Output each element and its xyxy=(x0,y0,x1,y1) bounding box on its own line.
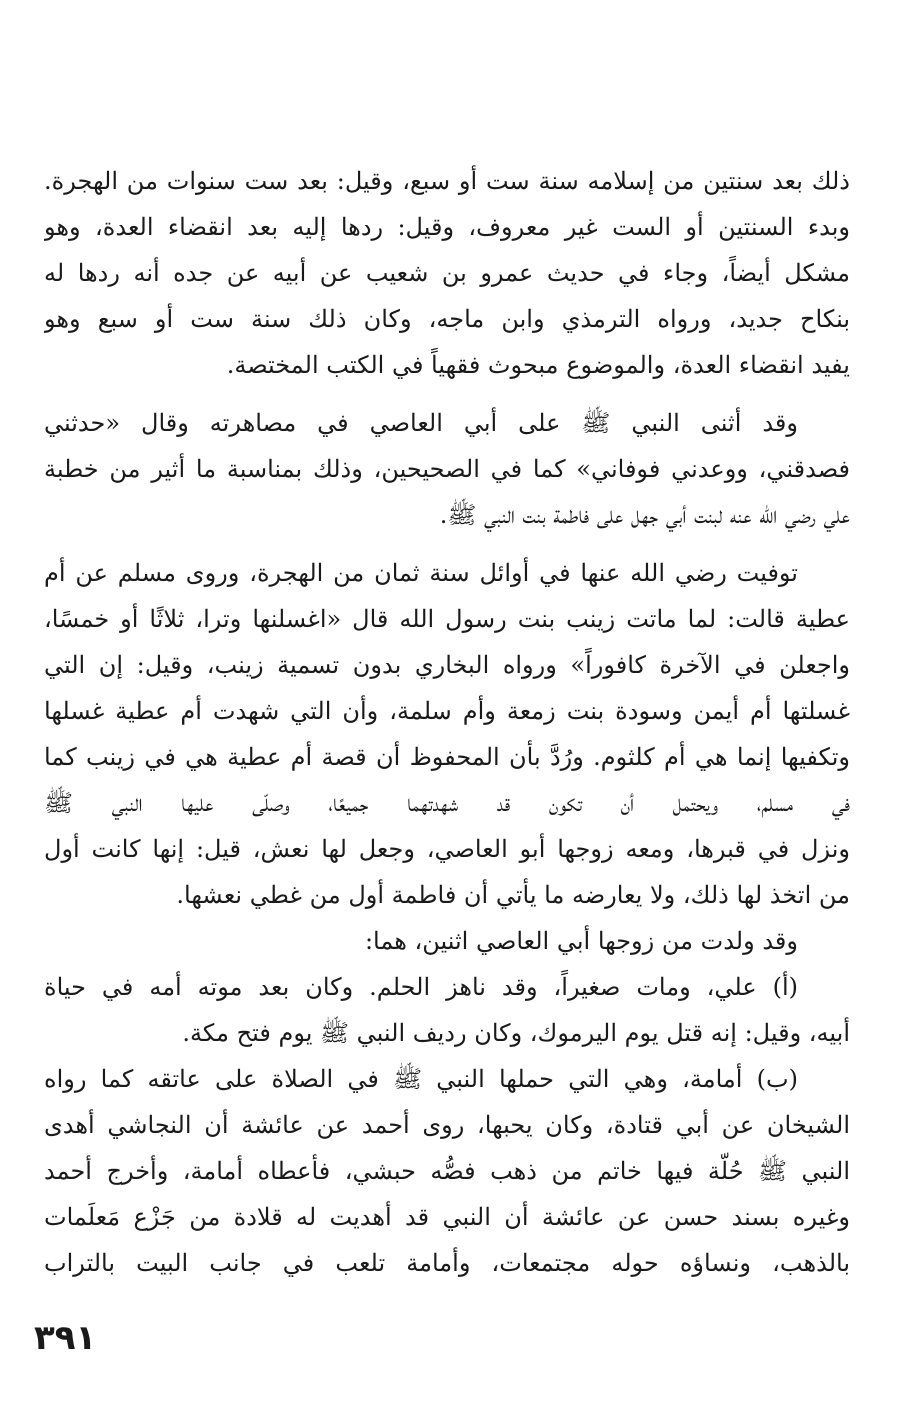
text-line: النبي ﷺ حُلّة فيها خاتم من ذهب فصُّه حبشي، فأعطاه أمامة، وأخرج أحمد xyxy=(44,1157,850,1185)
text-line: توفيت رضي الله عنها في أوائل سنة ثمان من الهجرة، وروى مسلم عن أم xyxy=(44,559,798,587)
paragraph-6 xyxy=(44,1056,850,1286)
text-line: مشكل أيضاً، وجاء في حديث عمرو بن شعيب عن أبيه عن جده أنه ردها له xyxy=(44,259,850,287)
text-line: وغيره بسند حسن عن عائشة أن النبي قد أهديت له قلادة من جَزْع مَعلَمات xyxy=(44,1203,850,1231)
text-line: يفيد انقضاء العدة، والموضوع مبحوث فقهياً في الكتب المختصة. xyxy=(226,351,850,379)
text-line: (ب) أمامة، وهي التي حملها النبي ﷺ في الصلاة على عاتقه كما رواه xyxy=(44,1065,798,1093)
text-line: علي رضي الله عنه لبنت أبي جهل على فاطمة بنت النبي ﷺ. xyxy=(439,501,850,529)
text-line: أبيه، وقيل: إنه قتل يوم اليرموك، وكان رديف النبي ﷺ يوم فتح مكة. xyxy=(182,1019,850,1047)
paragraph-2 xyxy=(44,400,850,538)
paragraph-3 xyxy=(44,550,850,918)
text-line: وقد ولدت من زوجها أبي العاصي اثنين، هما: xyxy=(364,927,798,955)
text-line: ونزل في قبرها، ومعه زوجها أبو العاصي، وجعل لها نعش، قيل: إنها كانت أول xyxy=(44,835,850,863)
text-line: من اتخذ لها ذلك، ولا يعارضه ما يأتي أن فاطمة أول من غطي نعشها. xyxy=(176,881,850,909)
text-line: ذلك بعد سنتين من إسلامه سنة ست أو سبع، وقيل: بعد ست سنوات من الهجرة. xyxy=(44,167,850,195)
text-line: وتكفيها إنما هي أم كلثوم. ورُدَّ بأن المحفوظ أن قصة أم عطية هي في زينب كما xyxy=(44,743,850,771)
paragraph-1 xyxy=(44,158,850,388)
text-line: بالذهب، ونساؤه حوله مجتمعات، وأمامة تلعب في جانب البيت بالتراب xyxy=(44,1249,850,1277)
text-line: فصدقني، ووعدني فوفاني» كما في الصحيحين، وذلك بمناسبة ما أثير من خطبة xyxy=(44,455,850,483)
text-line: الشيخان عن أبي قتادة، وكان يحبها، روى أحمد عن عائشة أن النجاشي أهدى xyxy=(44,1111,850,1139)
text-line: وبدء السنتين أو الست غير معروف، وقيل: ردها إليه بعد انقضاء العدة، وهو xyxy=(44,213,850,241)
paragraph-5 xyxy=(44,964,850,1056)
text-line: واجعلن في الآخرة كافوراً» ورواه البخاري بدون تسمية زينب، وقيل: إن التي xyxy=(44,651,850,679)
text-line: عطية قالت: لما ماتت زينب بنت رسول الله قال «اغسلنها وترا، ثلاثًا أو خمسًا، xyxy=(44,605,850,633)
text-line: بنكاح جديد، ورواه الترمذي وابن ماجه، وكان ذلك سنة ست أو سبع وهو xyxy=(44,305,850,333)
text-line: (أ) علي، ومات صغيراً، وقد ناهز الحلم. وكان بعد موته أمه في حياة xyxy=(44,973,798,1001)
paragraph-4 xyxy=(44,918,850,964)
text-line: وقد أثنى النبي ﷺ على أبي العاصي في مصاهرته وقال «حدثني xyxy=(44,409,798,437)
text-line: في مسلم، ويحتمل أن تكون قد شهدتهما جميعًا، وصلّى عليها النبي ﷺ xyxy=(44,789,850,817)
text-line: غسلتها أم أيمن وسودة بنت زمعة وأم سلمة، وأن التي شهدت أم عطية غسلها xyxy=(44,697,850,725)
page-number: ٣٩١ xyxy=(34,1318,97,1358)
page-body xyxy=(44,158,850,1286)
